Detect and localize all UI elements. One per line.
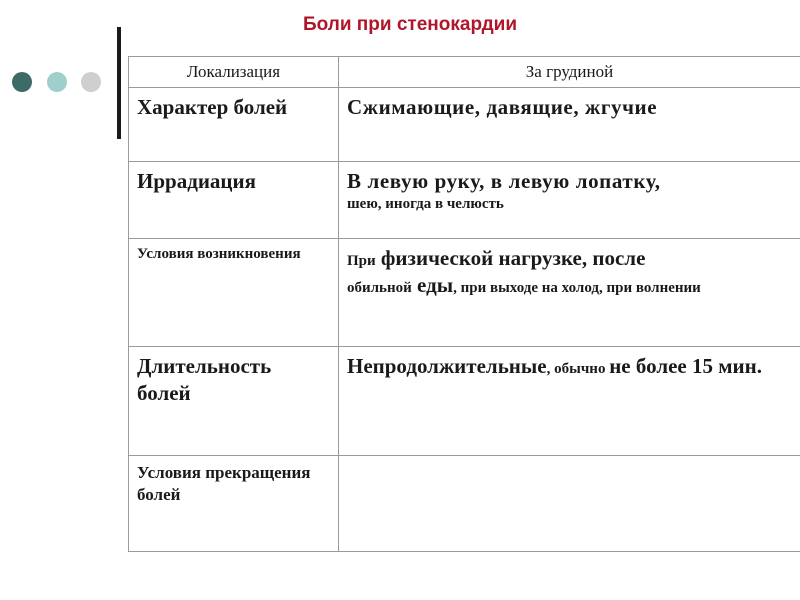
row-value-duration bbox=[339, 347, 800, 456]
row-label-relief-conditions: Условия прекращения болей bbox=[129, 456, 339, 552]
onset-text-d: еды bbox=[411, 273, 454, 298]
header-cell-location-value: За грудиной bbox=[339, 57, 800, 88]
onset-text-a: При bbox=[347, 253, 376, 270]
onset-text-c: обильной bbox=[347, 280, 412, 297]
row-value-relief-conditions bbox=[339, 456, 800, 552]
decorative-dot-gray bbox=[81, 72, 101, 92]
table-row bbox=[129, 162, 800, 239]
duration-text-c: не более 15 мин. bbox=[609, 354, 762, 379]
row-label-onset-conditions: Условия возникновения bbox=[129, 239, 339, 347]
header-cell-localization: Локализация bbox=[129, 57, 339, 88]
row-label-pain-character: Характер болей bbox=[129, 88, 339, 162]
irradiation-line-1: В левую руку, в левую лопатку, bbox=[347, 169, 661, 194]
decorative-vertical-bar bbox=[117, 27, 121, 139]
table-row bbox=[129, 456, 800, 552]
row-value-pain-character: Сжимающие, давящие, жгучие bbox=[339, 88, 800, 162]
duration-text-b: , обычно bbox=[546, 361, 610, 378]
decorative-dot-dark bbox=[12, 72, 32, 92]
row-label-irradiation: Иррадиация bbox=[129, 162, 339, 239]
row-value-onset-conditions bbox=[339, 239, 800, 347]
duration-text-a: Непродолжительные bbox=[347, 354, 547, 379]
decorative-dot-light bbox=[47, 72, 67, 92]
table-row bbox=[129, 239, 800, 347]
onset-text-e: , при выходе на холод, при волнении bbox=[453, 280, 701, 297]
slide-title: Боли при стенокардии bbox=[302, 14, 517, 35]
row-value-irradiation bbox=[339, 162, 800, 239]
table-row bbox=[129, 347, 800, 456]
symptoms-table bbox=[128, 56, 800, 552]
table-row bbox=[129, 88, 800, 162]
row-label-duration: Длительность болей bbox=[129, 347, 339, 456]
irradiation-line-2: шею, иногда в челюсть bbox=[347, 196, 504, 213]
table-header-row bbox=[129, 57, 800, 88]
onset-text-b: физической нагрузке, после bbox=[375, 246, 646, 271]
